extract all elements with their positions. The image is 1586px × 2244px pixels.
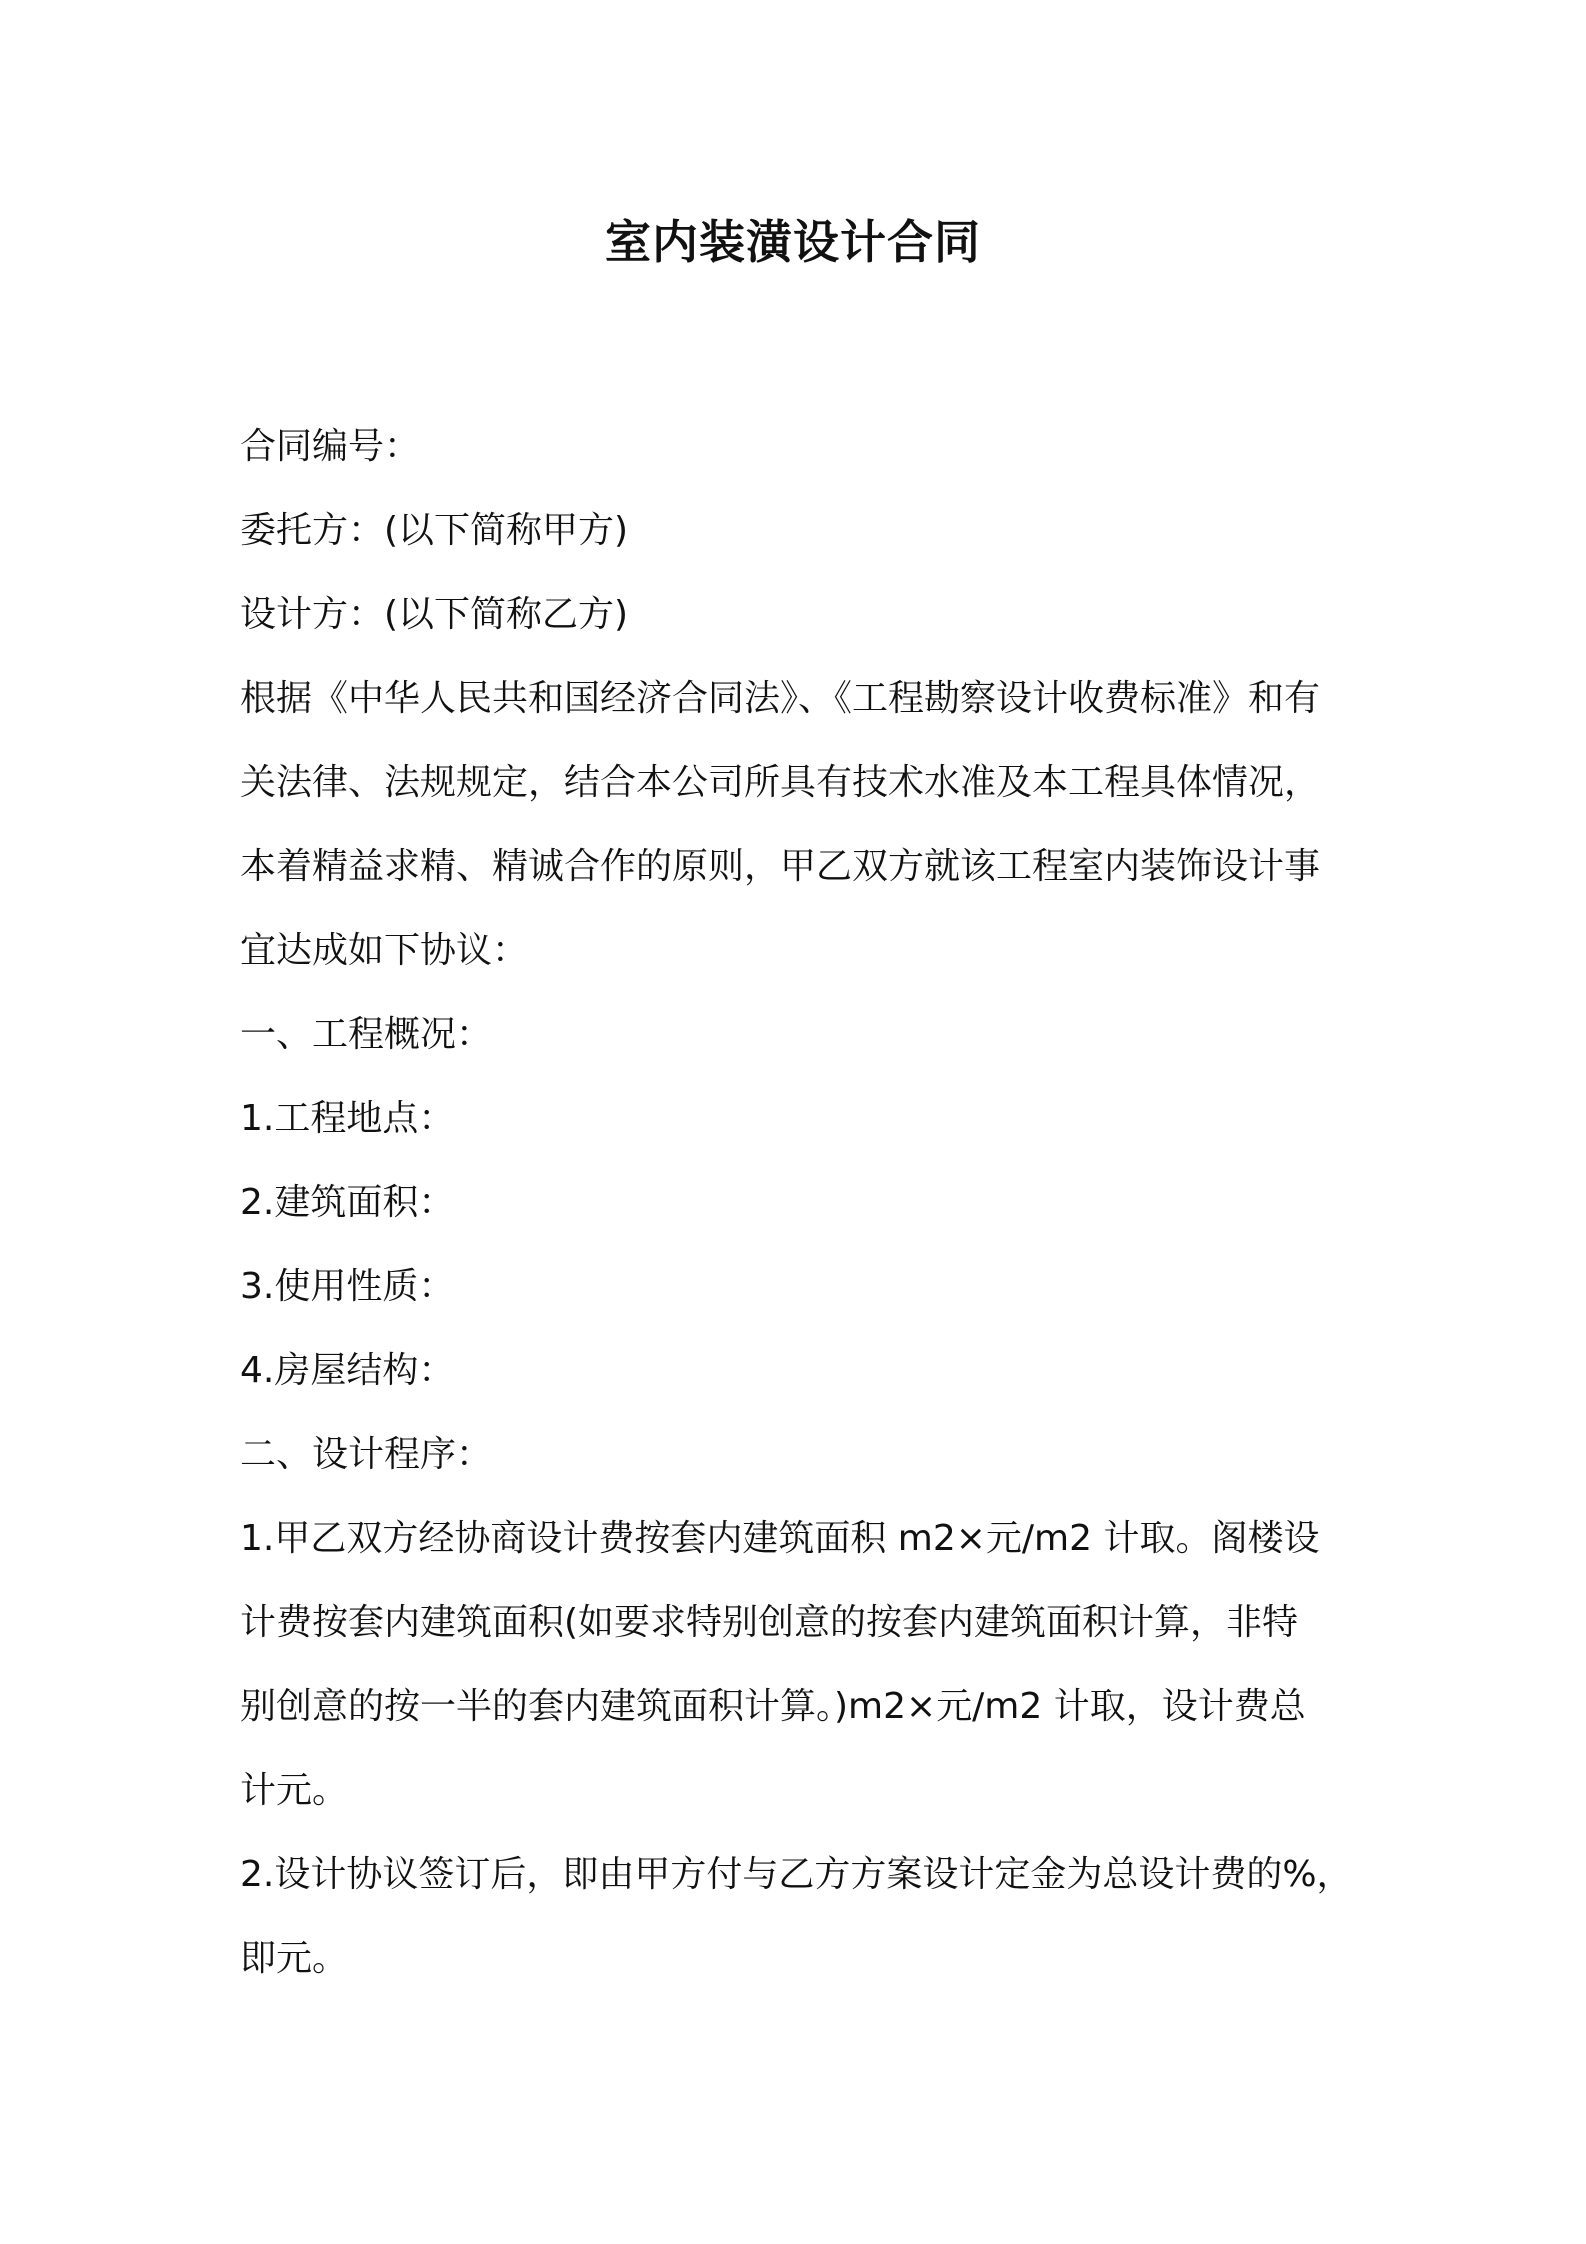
project-location-line: 1.工程地点： bbox=[240, 1098, 455, 1139]
preamble-line-1: 根据《中华人民共和国经济合同法》、《工程勘察设计收费标准》和有 bbox=[240, 678, 1321, 719]
clause-1-line-3: 别创意的按一半的套内建筑面积计算。)m2×元/m2 计取，设计费总 bbox=[240, 1686, 1306, 1727]
client-line: 委托方：(以下简称甲方) bbox=[240, 510, 629, 551]
preamble-line-3: 本着精益求精、精诚合作的原则，甲乙双方就该工程室内装饰设计事 bbox=[240, 846, 1321, 887]
designer-line: 设计方：(以下简称乙方) bbox=[240, 594, 629, 635]
preamble-line-4: 宜达成如下协议： bbox=[240, 930, 529, 971]
structure-line: 4.房屋结构： bbox=[240, 1350, 455, 1391]
clause-2-line-1: 2.设计协议签订后，即由甲方付与乙方方案设计定金为总设计费的%， bbox=[240, 1854, 1353, 1895]
preamble-line-2: 关法律、法规规定，结合本公司所具有技术水准及本工程具体情况， bbox=[240, 762, 1321, 803]
section-heading-design-procedure: 二、设计程序： bbox=[240, 1434, 493, 1475]
section-heading-project-overview: 一、工程概况： bbox=[240, 1014, 493, 1055]
building-area-line: 2.建筑面积： bbox=[240, 1182, 455, 1223]
clause-2-line-2: 即元。 bbox=[240, 1938, 349, 1979]
contract-number-line: 合同编号： bbox=[240, 426, 421, 467]
clause-1-line-4: 计元。 bbox=[240, 1770, 349, 1811]
clause-1-line-1: 1.甲乙双方经协商设计费按套内建筑面积 m2×元/m2 计取。阁楼设 bbox=[240, 1518, 1320, 1559]
document-body bbox=[240, 405, 1370, 2001]
document-title: 室内装潢设计合同 bbox=[605, 215, 981, 269]
clause-1-line-2: 计费按套内建筑面积(如要求特别创意的按套内建筑面积计算，非特 bbox=[240, 1602, 1299, 1643]
usage-line: 3.使用性质： bbox=[240, 1266, 455, 1307]
